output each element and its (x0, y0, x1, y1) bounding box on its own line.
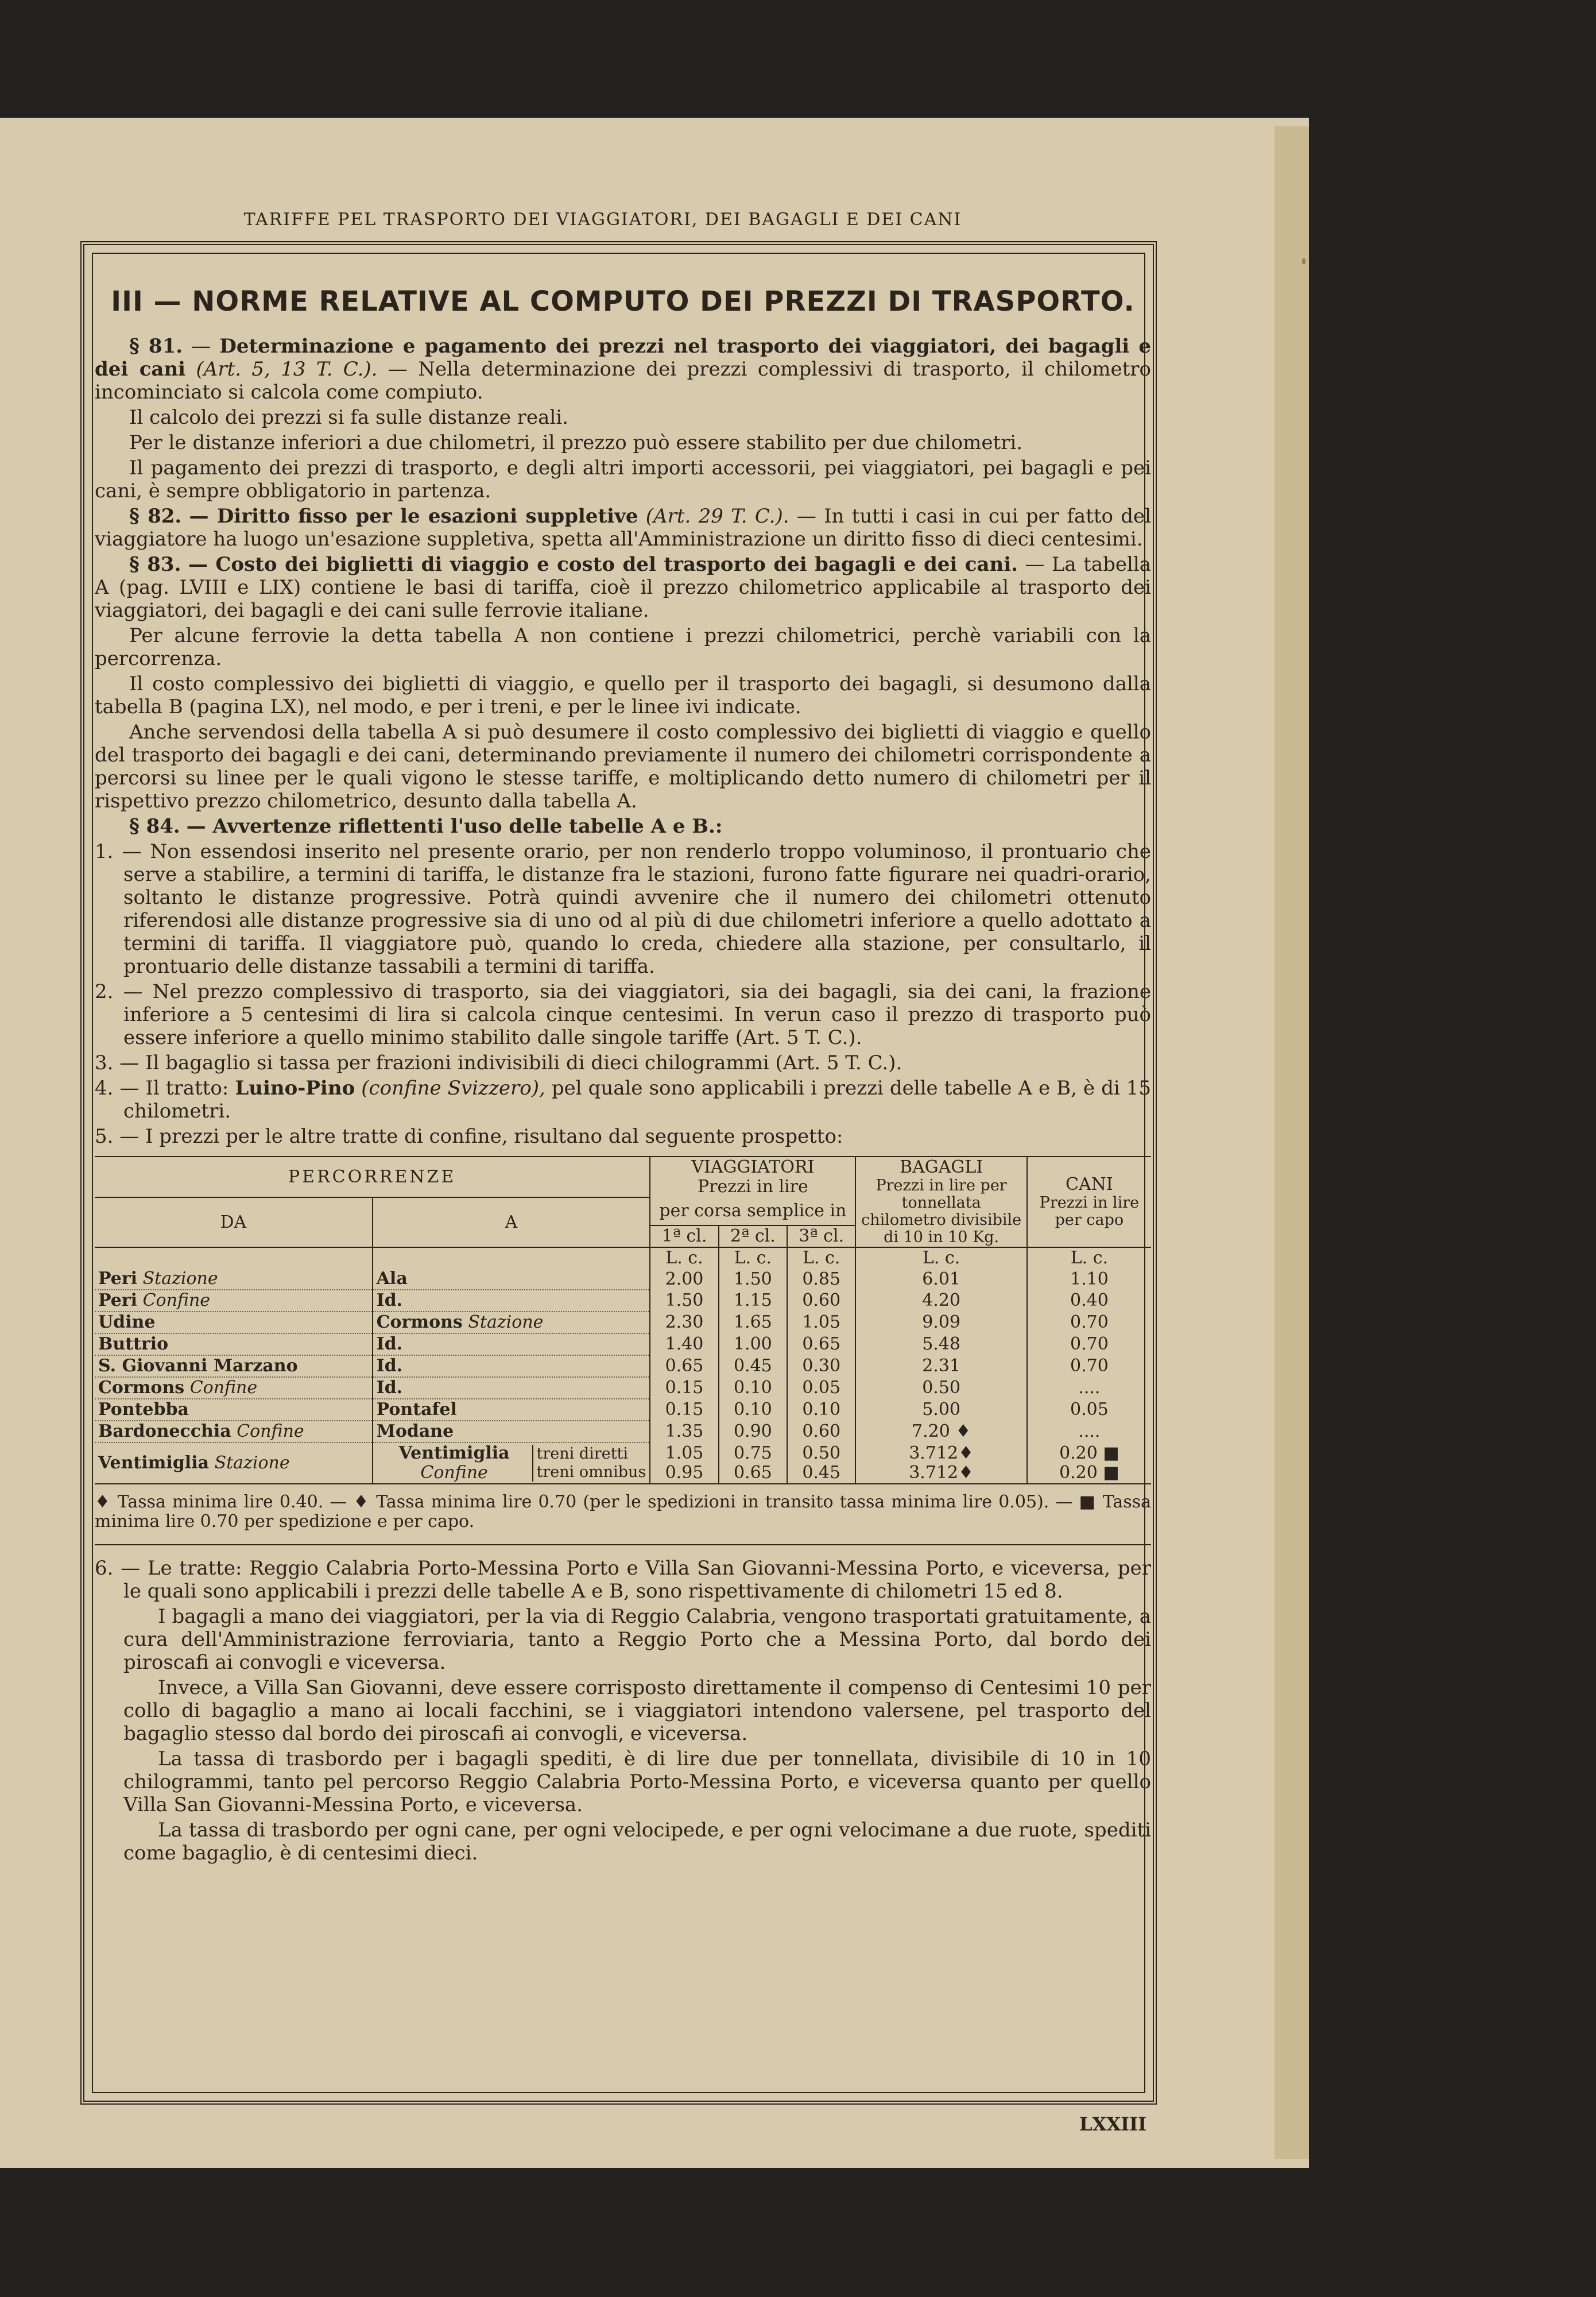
cell-a: Ala (373, 1269, 650, 1290)
cell-bagagli: 6.01 (855, 1269, 1026, 1290)
cell-bagagli: 7.20 ♦ (855, 1421, 1026, 1443)
paragraph-81: § 81. — Determinazione e pagamento dei prezzi nel trasporto dei viaggiatori, dei bagagli e dei cani (Art. 5, 13 T. C.). — Nella determinazione dei prezzi complessivi di trasporto, il chilometro incominciato si calcola come compiuto. (95, 335, 1151, 404)
cell-bagagli: 9.09 (855, 1312, 1026, 1333)
paragraph: Il calcolo dei prezzi si fa sulle distanze reali. (129, 406, 568, 429)
cell-class-2: 0.45 (719, 1355, 787, 1377)
cell-class-1: 0.15 (650, 1399, 718, 1421)
cell-da: Bardonecchia Confine (95, 1421, 373, 1443)
header-percorrenze: PERCORRENZE (95, 1157, 650, 1197)
item-route: Luino-Pino (235, 1077, 355, 1100)
item-text: — Le tratte: Reggio Calabria Porto-Messina Porto e Villa San Giovanni-Messina Porto, e viceversa, per le quali sono applicabili i prezzi delle tabelle A e B, sono rispettivamente di chilometri 15 ed 8. (121, 1557, 1151, 1603)
cell-class-1: 2.00 (650, 1269, 718, 1290)
cell-a: Modane (373, 1421, 650, 1443)
cell-da: Cormons Confine (95, 1377, 373, 1399)
running-head: TARIFFE PEL TRASPORTO DEI VIAGGIATORI, DEI BAGAGLI E DEI CANI (243, 210, 962, 230)
cell-a: Id. (373, 1355, 650, 1377)
cell-a: Cormons Stazione (373, 1312, 650, 1333)
cell-class-2: 1.15 (719, 1290, 787, 1312)
cell-class-3: 0.10 (787, 1399, 855, 1421)
header-a: A (373, 1197, 650, 1247)
list-item (95, 1125, 1151, 1148)
cell-class-3: 0.30 (787, 1355, 855, 1377)
cell-da: Peri Confine (95, 1290, 373, 1312)
cell-cani: 0.70 (1070, 1312, 1109, 1332)
section-text: — Nella determinazione dei prezzi complessivi di trasporto, il chilometro incominciato si calcola come compiuto. (95, 358, 1151, 404)
paragraph: Invece, a Villa San Giovanni, deve essere corrisposto direttamente il compenso di Centesimi 10 per collo di bagaglio a mano ai locali facchini, se i viaggiatori intendono valersene, pel trasporto del bagaglio stesso dal bordo dei piroscafi ai convogli, e viceversa. (123, 1676, 1151, 1745)
list-item (95, 1051, 1151, 1074)
table-row (95, 1269, 1151, 1290)
header-prezzi-lire: Prezzi in lire (697, 1177, 808, 1197)
item-number: 6. (95, 1557, 114, 1580)
item-number: 5. (95, 1125, 114, 1148)
list-item (95, 1077, 1151, 1123)
section-number: § 81. (129, 335, 183, 358)
section-number: § 84. (129, 815, 180, 838)
section-number: § 83. (129, 553, 181, 576)
section-ref: (Art. 5, 13 T. C.). (196, 358, 378, 381)
cell-class-2: 1.65 (719, 1312, 787, 1333)
header-cani-sub: Prezzi in lire per capo (1039, 1194, 1140, 1229)
header-bagagli-title: BAGAGLI (900, 1157, 983, 1177)
cell-class-3: 0.05 (787, 1377, 855, 1399)
cell-class-2: 1.00 (719, 1333, 787, 1355)
section-heading: — Diritto fisso per le esazioni suppletive (189, 505, 638, 528)
cell-a: Pontafel (373, 1399, 650, 1421)
table-row (95, 1399, 1151, 1421)
unit-label: L. c. (719, 1247, 787, 1269)
paper-spot (1302, 258, 1306, 264)
cell-class-3: 0.65 (787, 1333, 855, 1355)
cell-class-2: 1.50 (719, 1269, 787, 1290)
cell-bagagli: 0.50 (855, 1377, 1026, 1399)
header-class-3: 3ª cl. (787, 1225, 855, 1247)
table-row (95, 1333, 1151, 1355)
section-text: — La tabella A (pag. LVIII e LIX) contiene le basi di tariffa, cioè il prezzo chilometrico applicabile al trasporto dei viaggiatori, dei bagagli e dei cani sulle ferrovie italiane. (95, 553, 1151, 622)
paragraph-84 (95, 815, 1151, 838)
list-item (95, 980, 1151, 1049)
cell-cani: .... (1078, 1378, 1101, 1398)
cell-class-1: 2.30 (650, 1312, 718, 1333)
header-bagagli-sub: Prezzi in lire per tonnellata chilometro divisibile di 10 in 10 Kg. (861, 1177, 1022, 1246)
header-bagagli (855, 1157, 1026, 1247)
cell-class-3: 0.50 0.45 (787, 1443, 855, 1484)
header-class-2: 2ª cl. (719, 1225, 787, 1247)
list-item-6 (95, 1557, 1151, 1603)
section-heading: — Avvertenze riflettenti l'uso delle tabelle A e B.: (186, 815, 723, 838)
cell-bagagli: 4.20 (855, 1290, 1026, 1312)
cell-bagagli: 5.00 (855, 1399, 1026, 1421)
cell-a: Id. (373, 1333, 650, 1355)
cell-da: S. Giovanni Marzano (95, 1355, 373, 1377)
cell-class-1: 0.65 (650, 1355, 718, 1377)
cell-class-2: 0.90 (719, 1421, 787, 1443)
table-row (95, 1421, 1151, 1443)
item-text: — Il tratto: (119, 1077, 229, 1100)
cell-class-3: 1.05 (787, 1312, 855, 1333)
header-class-1: 1ª cl. (650, 1225, 718, 1247)
table-row (95, 1312, 1151, 1333)
header-cani-title: CANI (1066, 1174, 1113, 1194)
unit-label: L. c. (1070, 1248, 1109, 1268)
cell-class-1: 1.40 (650, 1333, 718, 1355)
cell-class-1: 1.05 0.95 (650, 1443, 718, 1484)
cell-a: Id. (373, 1377, 650, 1399)
item-number: 3. (95, 1051, 114, 1074)
cell-cani: 1.10 (1070, 1269, 1109, 1289)
cell-class-3: 0.60 (787, 1290, 855, 1312)
item-note: (confine Svizzero), (361, 1077, 545, 1100)
table-row-ventimiglia (95, 1443, 1151, 1484)
section-number: § 82. (129, 505, 182, 528)
fare-rows (95, 1269, 1151, 1443)
divider (95, 1544, 1151, 1545)
item-text: pel quale sono applicabili i prezzi delle tabelle A e B, è di 15 chilometri. (123, 1077, 1152, 1123)
section-heading: — Costo dei biglietti di viaggio e costo del trasporto dei bagagli e dei cani. (188, 553, 1018, 576)
unit-label: L. c. (787, 1247, 855, 1269)
cell-cani: 0.70 (1070, 1356, 1109, 1376)
paragraph: Il pagamento dei prezzi di trasporto, e degli altri importi accessorii, pei viaggiatori, pei bagagli e pei cani, è sempre obbligatorio in partenza. (95, 457, 1151, 502)
list-item (95, 840, 1151, 978)
paragraph: Anche servendosi della tabella A si può desumere il costo complessivo dei biglietti di viaggio e quello del trasporto dei bagagli e dei cani, determinando previamente il numero dei chilometri corrispondente a percorsi su linee per le quali vigono le stesse tariffe, e moltiplicando detto numero di chilometri per il rispettivo prezzo chilometrico, desunto dalla tabella A. (95, 721, 1151, 813)
page-content (95, 285, 1152, 1867)
cell-class-2: 0.75 0.65 (719, 1443, 787, 1484)
cell-class-2: 0.10 (719, 1399, 787, 1421)
section-ref: (Art. 29 T. C.). (645, 505, 789, 528)
page-number: LXXIII (1079, 2113, 1147, 2135)
table-row (95, 1290, 1151, 1312)
item-number: 2. (95, 980, 114, 1003)
cell-class-3: 0.60 (787, 1421, 855, 1443)
cell-bagagli: 5.48 (855, 1333, 1026, 1355)
paragraph: La tassa di trasbordo per ogni cane, per ogni velocipede, e per ogni velocimane a due ruote, spediti come bagaglio, è di centesimi dieci. (123, 1819, 1151, 1865)
cell-da: Ventimiglia Stazione (95, 1443, 373, 1484)
table-row (95, 1377, 1151, 1399)
cell-class-1: 1.35 (650, 1421, 718, 1443)
cell-a: Id. (373, 1290, 650, 1312)
cell-bagagli: 2.31 (855, 1355, 1026, 1377)
item-text: — Non essendosi inserito nel presente orario, per non renderlo troppo voluminoso, il prontuario che serve a stabilire, a termini di tariffa, le distanze fra le stazioni, furono fatte figurare nei quadri-orario, soltanto le distanze progressive. Potrà quindi avvenire che il numero dei chilometri ottenuto riferendosi alle distanze progressive sia di uno od al più di due chilometri inferiore a quello adottato a termini di tariffa. Il viaggiatore può, quando lo creda, chiedere alla stazione, per consultarlo, il prontuario delle distanze tassabili a termini di tariffa. (122, 840, 1151, 978)
paragraph: Per le distanze inferiori a due chilometri, il prezzo può essere stabilito per due chilometri. (129, 431, 1023, 454)
cell-class-1: 0.15 (650, 1377, 718, 1399)
cell-class-2: 0.10 (719, 1377, 787, 1399)
paragraph: La tassa di trasbordo per i bagagli spediti, è di lire due per tonnellata, divisibile di 10 in 10 chilogrammi, tanto pel percorso Reggio Calabria Porto-Messina Porto, e viceversa quanto per quello Villa San Giovanni-Messina Porto, e viceversa. (123, 1747, 1151, 1816)
section-title: III — NORME RELATIVE AL COMPUTO DEI PREZZI DI TRASPORTO. (111, 285, 1135, 318)
paragraph-82 (95, 505, 1151, 551)
cell-class-1: 1.50 (650, 1290, 718, 1312)
header-corsa: per corsa semplice in (650, 1197, 855, 1225)
cell-cani: 0.40 (1070, 1290, 1109, 1310)
cell-da: Udine (95, 1312, 373, 1333)
item-text: — Nel prezzo complessivo di trasporto, sia dei viaggiatori, sia dei bagagli, sia dei cani, la frazione inferiore a 5 centesimi di lira si calcola cinque centesimi. In verun caso il prezzo di trasporto può essere inferiore a quello minimo stabilito dalle singole tariffe (Art. 5 T. C.). (123, 980, 1151, 1049)
paragraph: Per alcune ferrovie la detta tabella A non contiene i prezzi chilometrici, perchè variabili con la percorrenza. (95, 624, 1151, 670)
paragraph: I bagagli a mano dei viaggiatori, per la via di Reggio Calabria, vengono trasportati gratuitamente, a cura dell'Amministrazione ferroviaria, tanto a Reggio Porto che a Messina Porto, dal bordo dei piroscafi ai convogli e viceversa. (123, 1605, 1151, 1674)
header-cani (1027, 1157, 1151, 1247)
header-viaggiatori (650, 1157, 855, 1197)
cell-da: Pontebba (95, 1399, 373, 1421)
unit-label: L. c. (855, 1247, 1026, 1269)
section-heading: Determinazione e pagamento dei prezzi nel trasporto dei viaggiatori, dei bagagli e dei cani (95, 335, 1151, 381)
item-number: 1. (95, 840, 114, 863)
cell-da: Buttrio (95, 1333, 373, 1355)
item-text: — I prezzi per le altre tratte di confine, risultano dal seguente prospetto: (119, 1125, 843, 1148)
cell-a: Ventimiglia Confine treni diretti treni omnibus (373, 1443, 650, 1484)
paragraph: Il costo complessivo dei biglietti di viaggio, e quello per il trasporto dei bagagli, si desumono dalla tabella B (pagina LX), nel modo, e per i treni, e per le linee ivi indicate. (95, 672, 1151, 718)
header-viaggiatori-title: VIAGGIATORI (691, 1157, 815, 1177)
section-text: — In tutti i casi in cui per fatto del viaggiatore ha luogo un'esazione suppletiva, spetta all'Amministrazione un diritto fisso di dieci centesimi. (95, 505, 1152, 551)
unit-label: L. c. (650, 1247, 718, 1269)
item-number: 4. (95, 1077, 114, 1100)
page-edge (1275, 126, 1309, 2159)
table-footnote: ♦ Tassa minima lire 0.40. — ♦ Tassa minima lire 0.70 (per le spedizioni in transito tassa minima lire 0.05). — ■ Tassa minima lire 0.70 per spedizione e per capo. (95, 1492, 1151, 1532)
cell-cani: 0.05 (1070, 1399, 1109, 1420)
cell-cani: 0.20 ■ 0.20 ■ (1059, 1443, 1119, 1483)
cell-da: Peri Stazione (95, 1269, 373, 1290)
cell-cani: .... (1078, 1421, 1101, 1441)
paragraph-83 (95, 553, 1151, 622)
item-text: — Il bagaglio si tassa per frazioni indivisibili di dieci chilogrammi (Art. 5 T. C.). (119, 1051, 902, 1074)
cell-bagagli: 3.712♦ 3.712♦ (855, 1443, 1026, 1484)
header-da: DA (95, 1197, 373, 1247)
table-row (95, 1355, 1151, 1377)
fare-table (95, 1156, 1151, 1484)
cell-class-3: 0.85 (787, 1269, 855, 1290)
cell-cani: 0.70 (1070, 1334, 1109, 1354)
